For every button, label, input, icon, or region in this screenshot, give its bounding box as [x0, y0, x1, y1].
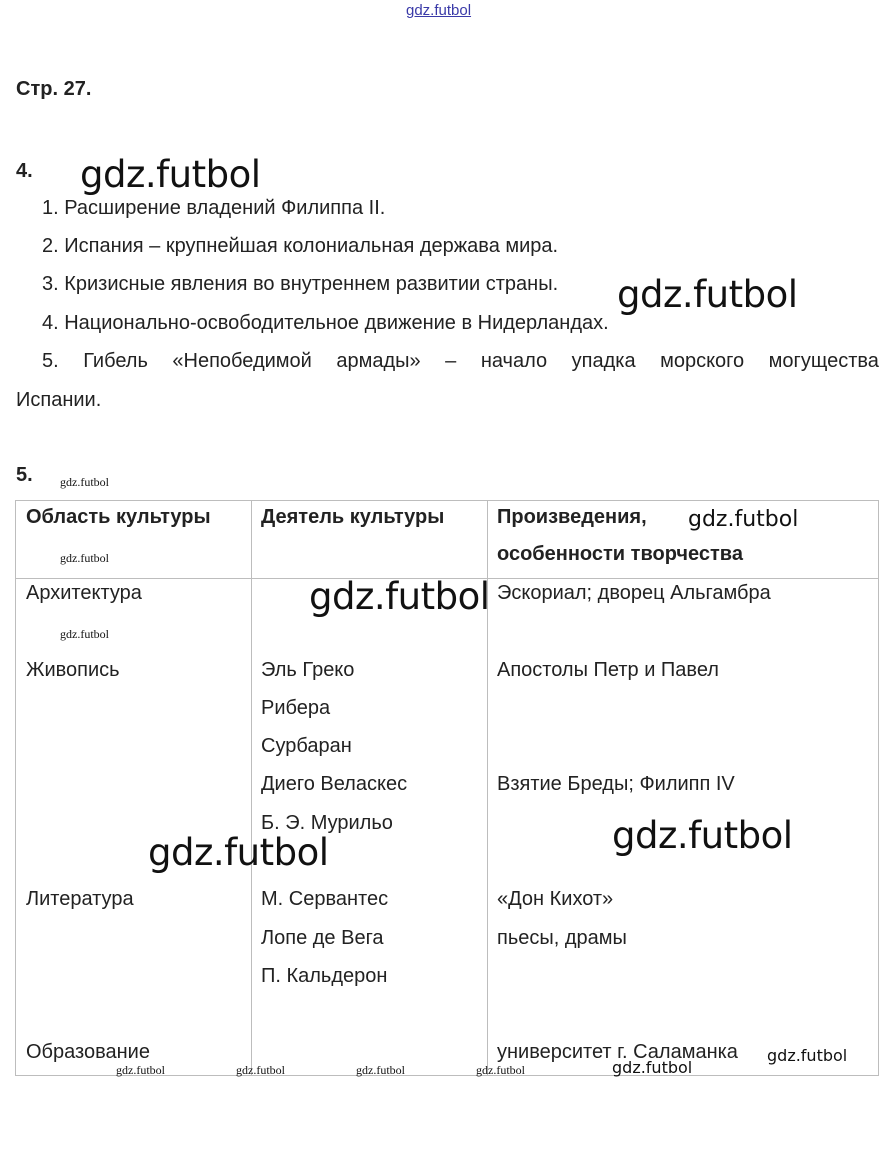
watermark-small: gdz.futbol — [60, 551, 109, 565]
works-architecture: Эскориал; дворец Альгамбра — [497, 582, 771, 604]
figure-ribera: Рибера — [261, 697, 331, 719]
works-apostles: Апостолы Петр и Павел — [497, 659, 719, 681]
watermark-3: gdz.futbol — [688, 507, 799, 532]
task4-number: 4. — [16, 160, 33, 182]
watermark-top-link[interactable]: gdz.futbol — [406, 2, 472, 19]
task4-item-5-word: начало — [480, 350, 548, 372]
watermark-1: gdz.futbol — [80, 153, 261, 196]
header-works-line1: Произведения, — [497, 506, 647, 528]
field-painting: Живопись — [26, 659, 120, 681]
watermark-small: gdz.futbol — [356, 1063, 405, 1077]
header-works-line2: особенности творчества — [497, 543, 743, 565]
field-literature: Литература — [26, 888, 134, 910]
task4-item-5-word: Гибель — [83, 350, 148, 372]
watermark-7: gdz.futbol — [767, 1046, 848, 1065]
header-figure: Деятель культуры — [261, 506, 445, 528]
task4-item-5-word: упадка — [571, 350, 636, 372]
task4-item-5-word: «Непобедимой — [172, 350, 312, 372]
task4-item-4: 4. Национально-освободительное движение в Нидерландах. — [42, 312, 609, 334]
watermark-small: gdz.futbol — [60, 475, 109, 489]
task4-item-5-word: морского — [660, 350, 745, 372]
task4-item-5-continuation: Испании. — [16, 389, 102, 411]
watermark-small: gdz.futbol — [236, 1063, 285, 1077]
table-divider — [251, 500, 252, 1076]
watermark-6: gdz.futbol — [148, 831, 329, 874]
figure-el-greco: Эль Греко — [261, 659, 355, 681]
field-architecture: Архитектура — [26, 582, 142, 604]
works-breda: Взятие Бреды; Филипп IV — [497, 773, 735, 795]
field-education: Образование — [26, 1041, 150, 1063]
task4-item-5-word: могущества — [768, 350, 879, 372]
page-label: Стр. 27. — [16, 78, 92, 100]
watermark-5: gdz.futbol — [612, 814, 793, 857]
watermark-small: gdz.futbol — [476, 1063, 525, 1077]
task4-item-5-word: – — [445, 350, 457, 372]
figure-lope-de-vega: Лопе де Вега — [261, 927, 384, 949]
task4-item-2: 2. Испания – крупнейшая колониальная держава мира. — [42, 235, 559, 257]
task4-item-5-word: армады» — [336, 350, 421, 372]
works-salamanca: университет г. Саламанка — [497, 1041, 738, 1063]
task4-item-1: 1. Расширение владений Филиппа II. — [42, 197, 386, 219]
works-don-quixote: «Дон Кихот» — [497, 888, 614, 910]
watermark-small: gdz.futbol — [116, 1063, 165, 1077]
task5-number: 5. — [16, 464, 33, 486]
header-field: Область культуры — [26, 506, 211, 528]
task4-item-3: 3. Кризисные явления во внутреннем развитии страны. — [42, 273, 559, 295]
watermark-4: gdz.futbol — [309, 575, 490, 618]
task4-item-5 — [42, 350, 879, 373]
figure-murillo: Б. Э. Мурильо — [261, 812, 393, 834]
figure-velazquez: Диего Веласкес — [261, 773, 408, 795]
figure-zurbaran: Сурбаран — [261, 735, 352, 757]
works-plays: пьесы, драмы — [497, 927, 627, 949]
watermark-2: gdz.futbol — [617, 273, 798, 316]
figure-calderon: П. Кальдерон — [261, 965, 388, 987]
figure-cervantes: М. Сервантес — [261, 888, 389, 910]
task4-item-5-word: 5. — [42, 350, 59, 372]
watermark-small: gdz.futbol — [60, 627, 109, 641]
watermark-8: gdz.futbol — [612, 1058, 693, 1077]
